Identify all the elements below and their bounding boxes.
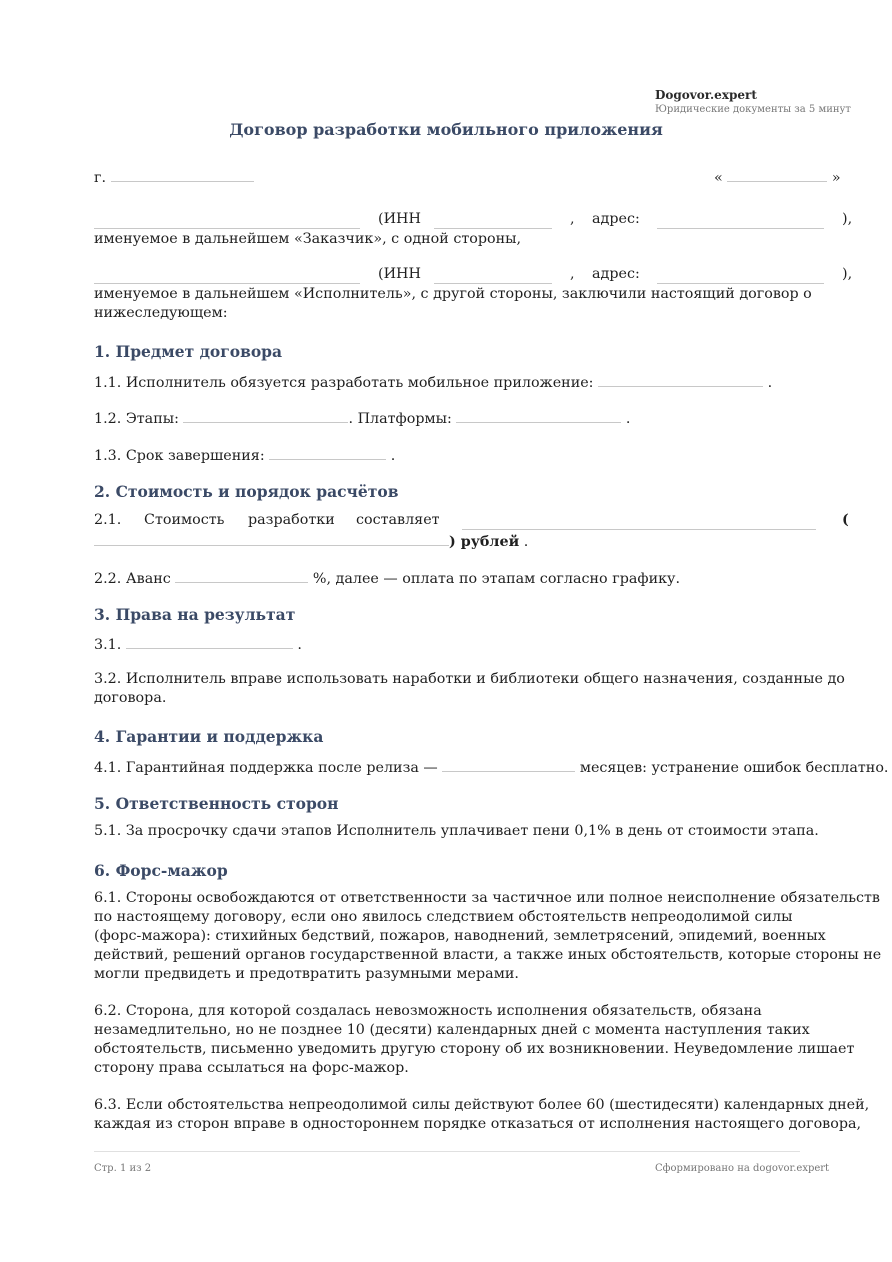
clause-6-1-line-3: (форс-мажора): стихийных бедствий, пожаров, наводнений, землетрясений, эпидемий, военных	[94, 928, 826, 944]
section-6-heading: 6. Форс-мажор	[94, 861, 228, 880]
contractor-address-label: адрес:	[592, 266, 640, 282]
section-3-heading: 3. Права на результат	[94, 605, 296, 624]
clause-2-2-label: 2.2. Аванс	[94, 571, 171, 587]
clause-3-2-line-2: договора.	[94, 690, 167, 706]
rights-blank	[126, 634, 293, 649]
clause-2-1-word-1: 2.1.	[94, 512, 122, 528]
clause-2-1-word-2: Стоимость	[144, 512, 225, 528]
city-prefix: г.	[94, 170, 107, 186]
clause-2-1-word-4: составляет	[356, 512, 440, 528]
customer-address-blank	[657, 214, 824, 229]
clause-6-1-line-5: могли предвидеть и предотвратить разумными мерами.	[94, 966, 519, 982]
clause-1-2	[94, 408, 630, 427]
contractor-comma: ,	[570, 266, 575, 282]
clause-1-3-text: 1.3. Срок завершения:	[94, 448, 265, 464]
customer-name-blank	[94, 214, 360, 229]
clause-1-2-stages-label: 1.2. Этапы:	[94, 411, 179, 427]
clause-4-1-text: 4.1. Гарантийная поддержка после релиза —	[94, 760, 438, 776]
clause-3-1-number: 3.1.	[94, 637, 122, 653]
clause-6-2-line-1: 6.2. Сторона, для которой создалась невозможность исполнения обязательств, обязана	[94, 1003, 762, 1019]
contractor-inn-label: (ИНН	[378, 266, 421, 282]
clause-2-1-paren: (	[842, 512, 849, 528]
clause-1-2-platforms-label: . Платформы:	[348, 411, 452, 427]
customer-comma: ,	[570, 211, 575, 227]
clause-2-2	[94, 568, 680, 587]
customer-inn-label: (ИНН	[378, 211, 421, 227]
page-number: Стр. 1 из 2	[94, 1163, 152, 1174]
clause-3-1-dot: .	[297, 637, 302, 653]
advance-percent-blank	[175, 568, 308, 583]
document-title: Договор разработки мобильного приложения	[229, 120, 663, 139]
clause-6-3-line-2: каждая из сторон вправе в одностороннем порядке отказаться от исполнения настоящего договора,	[94, 1116, 862, 1132]
clause-1-1-text: 1.1. Исполнитель обязуется разработать мобильное приложение:	[94, 375, 594, 391]
clause-6-2-line-2: незамедлительно, но не позднее 10 (десяти) календарных дней с момента наступления таких	[94, 1022, 810, 1038]
platforms-blank	[456, 408, 621, 423]
clause-2-1-line-2	[94, 531, 528, 550]
cost-words-blank	[94, 531, 449, 546]
clause-2-1-word-3: разработки	[248, 512, 335, 528]
section-2-heading: 2. Стоимость и порядок расчётов	[94, 482, 399, 501]
contractor-inn-blank	[434, 269, 552, 284]
clause-6-2-line-3: обстоятельств, письменно уведомить другую сторону об их возникновении. Неуведомление лишает	[94, 1041, 855, 1057]
warranty-months-blank	[442, 757, 575, 772]
contractor-text-1: именуемое в дальнейшем «Исполнитель», с другой стороны, заключили настоящий договор о	[94, 286, 812, 302]
date-blank	[727, 167, 827, 182]
rubles-label: ) рублей	[449, 534, 520, 550]
contractor-text-2: нижеследующем:	[94, 305, 228, 321]
clause-3-1	[94, 634, 302, 653]
clause-5-1: 5.1. За просрочку сдачи этапов Исполнитель уплачивает пени 0,1% в день от стоимости этапа.	[94, 823, 819, 839]
quote-open: «	[714, 170, 723, 186]
clause-2-1-dot: .	[523, 534, 529, 550]
clause-4-1	[94, 757, 888, 776]
clause-2-2-text: %, далее — оплата по этапам согласно графику.	[312, 571, 680, 587]
generated-note: Сформировано на dogovor.expert	[655, 1163, 830, 1174]
stages-blank	[183, 408, 348, 423]
contractor-address-blank	[657, 269, 824, 284]
deadline-blank	[269, 445, 386, 460]
clause-6-1-line-1: 6.1. Стороны освобождаются от ответственности за частичное или полное неисполнение обязательств	[94, 890, 880, 906]
customer-inn-blank	[434, 214, 552, 229]
city-blank	[111, 167, 254, 182]
section-1-heading: 1. Предмет договора	[94, 342, 283, 361]
customer-close-paren: ),	[842, 211, 853, 227]
brand-name: Dogovor.expert	[655, 88, 757, 102]
clause-6-1-line-4: действий, решений органов государственной власти, а также иных обстоятельств, которые стороны не	[94, 947, 882, 963]
section-5-heading: 5. Ответственность сторон	[94, 794, 339, 813]
brand-tagline: Юридические документы за 5 минут	[655, 104, 851, 115]
app-name-blank	[598, 372, 763, 387]
customer-address-label: адрес:	[592, 211, 640, 227]
footer-divider	[94, 1151, 800, 1152]
cost-number-blank	[462, 515, 816, 530]
clause-6-3-line-1: 6.3. Если обстоятельства непреодолимой силы действуют более 60 (шестидесяти) календарных дней,	[94, 1097, 870, 1113]
clause-3-2-line-1: 3.2. Исполнитель вправе использовать наработки и библиотеки общего назначения, созданные до	[94, 671, 845, 687]
clause-4-1-tail: месяцев: устранение ошибок бесплатно.	[579, 760, 889, 776]
quote-close: »	[831, 170, 841, 186]
contractor-name-blank	[94, 269, 360, 284]
city-field	[94, 167, 254, 186]
clause-1-3	[94, 445, 395, 464]
section-4-heading: 4. Гарантии и поддержка	[94, 727, 324, 746]
customer-text: именуемое в дальнейшем «Заказчик», с одной стороны,	[94, 231, 522, 247]
clause-1-3-dot: .	[390, 448, 396, 464]
clause-6-2-line-4: сторону права ссылаться на форс-мажор.	[94, 1060, 409, 1076]
clause-1-2-dot: .	[625, 411, 631, 427]
clause-1-1-dot: .	[767, 375, 773, 391]
date-field	[714, 167, 841, 186]
contractor-close-paren: ),	[842, 266, 853, 282]
clause-6-1-line-2: по настоящему договору, если оно явилось следствием обстоятельств непреодолимой силы	[94, 909, 793, 925]
clause-1-1	[94, 372, 772, 391]
